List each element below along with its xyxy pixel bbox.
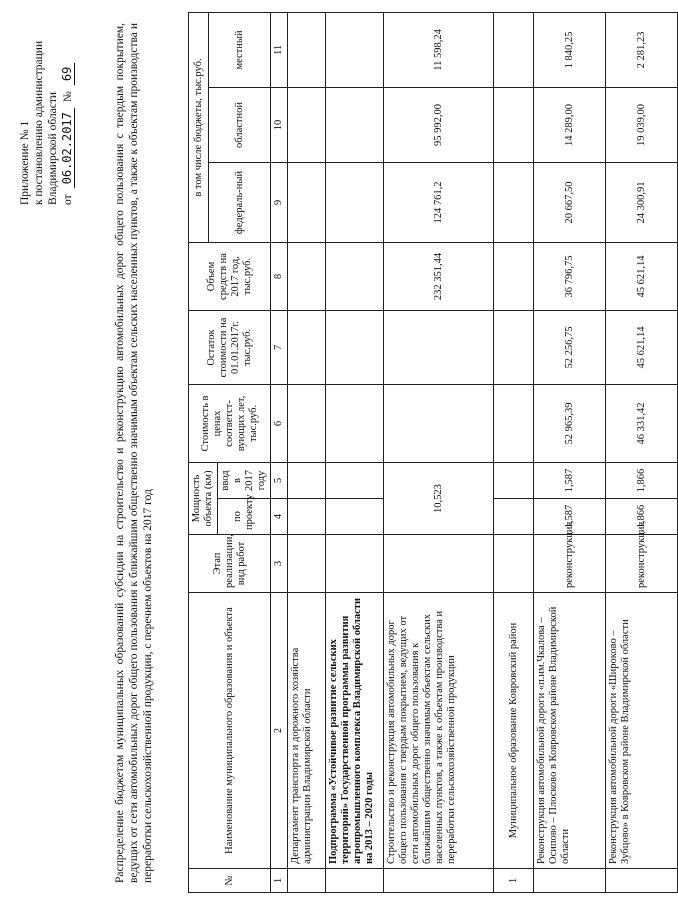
- document-title: Распределение бюджетам муниципальных образований субсидии на строительство и реконструкцию автомобильных дорог общего пользования с твердым покрытием, ведущих от сети автомобильных дорог общего пользования к ближайшим общественно значимым объектам сельских населенных пунктов, а также к объектам производства и переработки сельскохозяйственной продукции, с перечнем объектов на 2017 год: [114, 23, 154, 883]
- header-cap-project: по проекту: [218, 499, 271, 535]
- construction-regional: 95 992,00: [384, 87, 494, 162]
- municipality-name: Муниципальное образование Ковровский район: [494, 593, 534, 869]
- col-number: 5: [271, 462, 288, 498]
- header-cap-2017: ввод в 2017 году: [218, 462, 271, 498]
- table-row: [494, 12, 534, 892]
- header-local: местный: [209, 12, 271, 87]
- col-number: 6: [271, 384, 288, 462]
- road1-cost: 52 965,39: [534, 384, 606, 462]
- road2-volume: 45 621,14: [606, 242, 678, 310]
- road2-remainder: 45 621,14: [606, 310, 678, 384]
- header-volume: Объем средств на 2017 год, тыс.руб.: [189, 242, 271, 310]
- appendix-line-3: Владимирской области: [47, 91, 59, 205]
- header-no: №: [189, 869, 271, 893]
- from-label: от: [62, 194, 74, 205]
- header-capacity: Мощность объекта (км): [189, 462, 218, 534]
- road2-regional: 19 039,00: [606, 87, 678, 162]
- road1-remainder: 52 256,75: [534, 310, 606, 384]
- road2-cap-2017: 1,866: [606, 462, 678, 498]
- municipality-no: 1: [494, 869, 534, 893]
- col-number: 7: [271, 310, 288, 384]
- table-row: [534, 12, 606, 892]
- road2-name: Реконструкция автомобильной дороги «Широково – Зубцово» в Ковровском районе Владимирской области: [606, 593, 678, 869]
- col-number: 3: [271, 535, 288, 593]
- construction-federal: 124 761,2: [384, 162, 494, 242]
- number-label: №: [62, 91, 74, 103]
- col-number: 9: [271, 162, 288, 242]
- appendix-date-line: [60, 5, 75, 205]
- col-number: 11: [271, 12, 288, 87]
- road1-cap-project: 1,587: [534, 499, 606, 535]
- department-name: Департамент транспорта и дорожного хозяйства администрации Владимирской области: [288, 593, 326, 869]
- appendix-line-2: к постановлению администрации: [33, 40, 45, 205]
- table-row: [326, 12, 384, 892]
- column-numbers-row: [271, 12, 288, 892]
- road1-federal: 20 667,50: [534, 162, 606, 242]
- road1-name: Реконструкция автомобильной дороги «п.им.Чкалова – Осипово – Плосково в Ковровском районе Владимирской области: [534, 593, 606, 869]
- table-row: [606, 12, 678, 892]
- header-cost: Стоимость в ценах соответст-вующих лет, тыс.руб.: [189, 384, 271, 462]
- road2-local: 2 281,23: [606, 12, 678, 87]
- road1-stage: реконструкция: [534, 535, 606, 593]
- road2-cost: 46 331,42: [606, 384, 678, 462]
- col-number: 2: [271, 593, 288, 869]
- header-including-budgets: в том числе бюджеты, тыс.руб.: [189, 12, 209, 242]
- decree-number: 69: [60, 63, 75, 85]
- appendix-line-1: Приложение № 1: [19, 120, 31, 205]
- table-row: [384, 12, 494, 892]
- col-number: 1: [271, 869, 288, 893]
- table-row: [288, 12, 326, 892]
- header-name: Наименование муниципального образования и объекта: [189, 593, 271, 869]
- header-stage: Этап реализации, вид работ: [189, 535, 271, 593]
- road2-stage: реконструкция: [606, 535, 678, 593]
- construction-local: 11 598,24: [384, 12, 494, 87]
- road1-local: 1 840,25: [534, 12, 606, 87]
- subsidy-table: [188, 12, 678, 893]
- header-regional: областной: [209, 87, 271, 162]
- road1-regional: 14 289,00: [534, 87, 606, 162]
- header-federal: федераль-ный: [209, 162, 271, 242]
- construction-volume: 232 351,44: [384, 242, 494, 310]
- col-number: 10: [271, 87, 288, 162]
- road1-cap-2017: 1,587: [534, 462, 606, 498]
- appendix-block: [18, 5, 75, 205]
- col-number: 4: [271, 499, 288, 535]
- road2-cap-project: 1,866: [606, 499, 678, 535]
- subprogram-name: Подпрограмма «Устойчивое развитие сельских территорий» Государственной программы развития агропромышленного комплекса Владимирской области на 2013 – 2020 годы: [326, 593, 384, 869]
- road2-federal: 24 300,91: [606, 162, 678, 242]
- road1-volume: 36 796,75: [534, 242, 606, 310]
- construction-cap-2017: 10,523: [384, 462, 494, 534]
- decree-date: 06.02.2017: [60, 108, 75, 188]
- construction-name: Строительство и реконструкция автомобильных дорог общего пользования с твердым покрытием, ведущих от сети автомобильных дорог общего пользования к ближайшим общественно значимым объектам сельских населенных пунктов, а также к объектам производства и переработки сельскохозяйственной продукции: [384, 593, 494, 869]
- col-number: 8: [271, 242, 288, 310]
- header-remainder: Остаток стоимости на 01.01.2017г. тыс.руб.: [189, 310, 271, 384]
